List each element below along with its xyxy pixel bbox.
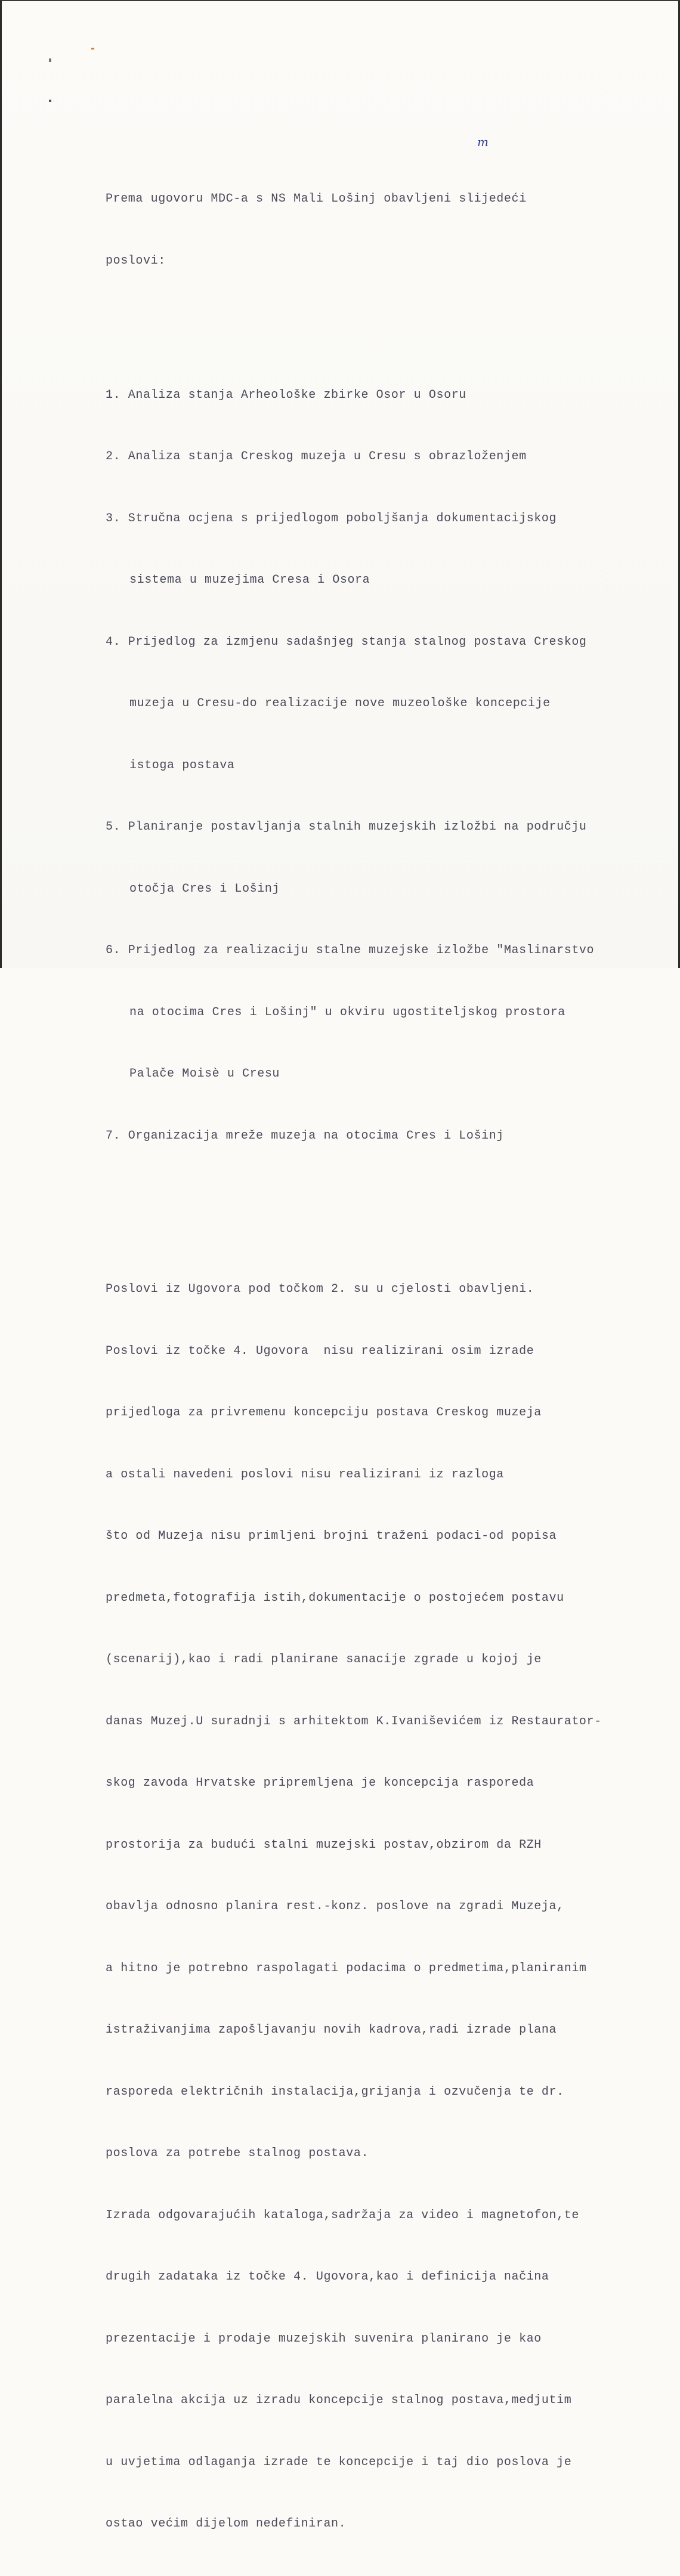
- handwritten-correction: m: [477, 135, 489, 149]
- body-line: paralelna akcija uz izradu koncepcije stalnog postava,medjutim: [106, 2393, 572, 2407]
- body-line: poslova za potrebe stalnog postava.: [106, 2147, 369, 2160]
- body-line: skog zavoda Hrvatske pripremljena je koncepcija rasporeda: [106, 1776, 534, 1790]
- list-item: 5. Planiranje postavljanja stalnih muzejskih izložbi na području: [106, 820, 587, 834]
- body-line: prijedloga za privremenu koncepciju postava Creskog muzeja: [106, 1406, 542, 1420]
- list-item-continuation: muzeja u Cresu-do realizacije nove muzeološke koncepcije: [129, 697, 551, 710]
- body-line: Poslovi iz točke 4. Ugovora nisu realizirani osim izrade: [106, 1344, 534, 1358]
- body-line: Poslovi iz Ugovora pod točkom 2. su u cjelosti obavljeni.: [106, 1282, 534, 1296]
- paper-speck: [49, 100, 51, 102]
- body-line: što od Muzeja nisu primljeni brojni traženi podaci-od popisa: [106, 1529, 557, 1543]
- intro-line: Prema ugovoru MDC-a s NS Mali Lošinj obavljeni slijedeći: [106, 192, 527, 206]
- list-item-continuation: na otocima Cres i Lošinj" u okviru ugostiteljskog prostora: [129, 1005, 565, 1019]
- list-item: 3. Stručna ocjena s prijedlogom poboljšanja dokumentacijskog: [106, 511, 557, 525]
- list-item: 1. Analiza stanja Arheološke zbirke Osor u Osoru: [106, 388, 466, 402]
- body-line: rasporeda električnih instalacija,grijanja i ozvučenja te dr.: [106, 2085, 564, 2099]
- paper-speck: [91, 48, 94, 50]
- list-item: 4. Prijedlog za izmjenu sadašnjeg stanja stalnog postava Creskog: [106, 635, 587, 649]
- body-line: prezentacije i prodaje muzejskih suvenira planirano je kao: [106, 2331, 542, 2346]
- body-line: Izrada odgovarajućih kataloga,sadržaja za video i magnetofon,te: [106, 2208, 579, 2222]
- spacer: [106, 1208, 642, 1218]
- body-line: predmeta,fotografija istih,dokumentacije o postojećem postavu: [106, 1591, 564, 1605]
- body-line: (scenarij),kao i radi planirane sanacije zgrade u kojoj je: [106, 1653, 542, 1666]
- body-line: obavlja odnosno planira rest.-konz. poslove na zgradi Muzeja,: [106, 1900, 564, 1913]
- body-line: danas Muzej.U suradnji s arhitektom K.Ivaniševićem iz Restaurator-: [106, 1714, 602, 1728]
- spacer: [106, 313, 642, 323]
- list-item-continuation: Palače Moisè u Cresu: [129, 1067, 280, 1081]
- body-line: a ostali navedeni poslovi nisu realizirani iz razloga: [106, 1467, 504, 1482]
- body-line: u uvjetima odlaganja izrade te koncepcije i taj dio poslova je: [106, 2455, 572, 2469]
- body-line: ostao većim dijelom nedefiniran.: [106, 2517, 347, 2531]
- list-item: 7. Organizacija mreže muzeja na otocima Cres i Lošinj: [106, 1128, 504, 1143]
- paper-speck: [49, 58, 51, 62]
- list-item: 6. Prijedlog za realizaciju stalne muzejske izložbe "Maslinarstvo: [106, 944, 595, 957]
- list-item-continuation: istoga postava: [129, 758, 235, 772]
- body-line: prostorija za budući stalni muzejski postav,obzirom da RZH: [106, 1838, 542, 1852]
- body-line: drugih zadataka iz točke 4. Ugovora,kao i definicija načina: [106, 2270, 549, 2284]
- list-item-continuation: sistema u muzejima Cresa i Osora: [129, 573, 370, 587]
- intro-line: poslovi:: [106, 253, 166, 268]
- list-item-continuation: otočja Cres i Lošinj: [129, 882, 280, 896]
- typewritten-text: [106, 148, 642, 2576]
- body-line: istraživanjima zapošljavanju novih kadrova,radi izrade plana: [106, 2023, 557, 2037]
- list-item: 2. Analiza stanja Creskog muzeja u Cresu s obrazloženjem: [106, 450, 527, 463]
- body-line: a hitno je potrebno raspolagati podacima o predmetima,planiranim: [106, 1961, 587, 1975]
